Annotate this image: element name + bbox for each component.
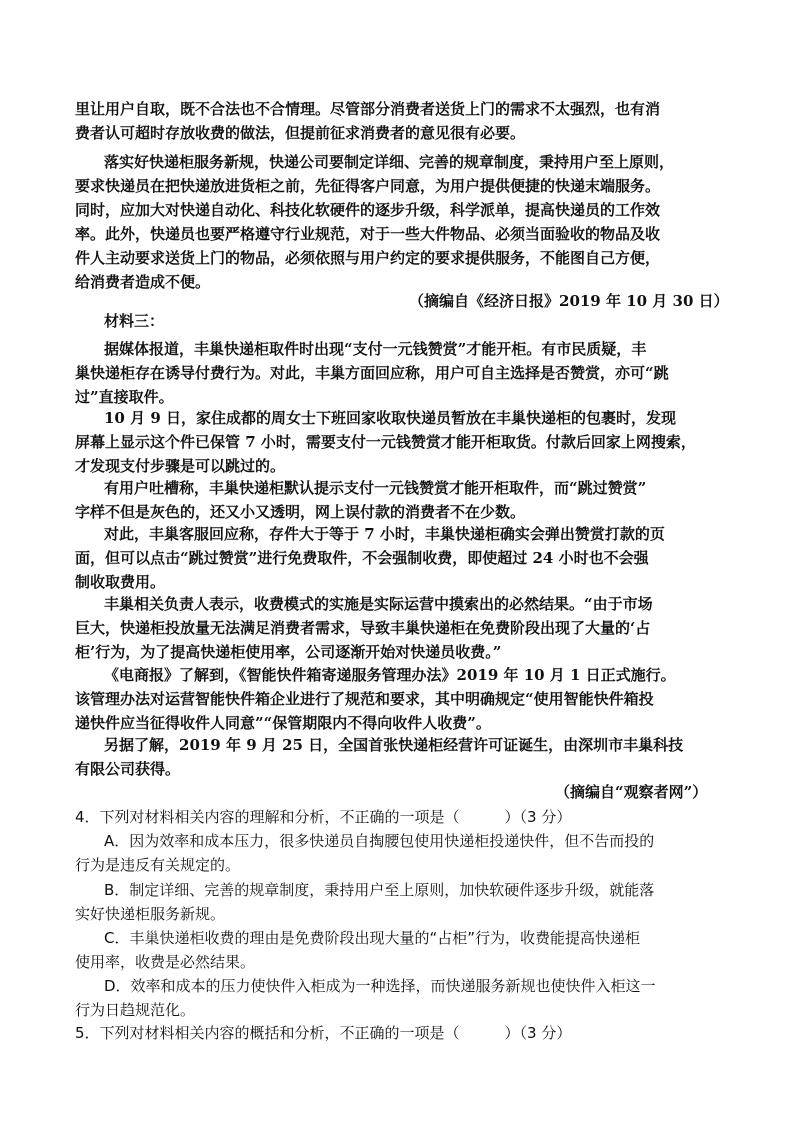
- question-4-stem: 4．下列对材料相关内容的理解和分析，不正确的一项是（ ）（3 分）: [75, 808, 572, 826]
- article-paragraph-line: 另据了解，2019 年 9 月 25 日，全国首张快递柜经营许可证诞生，由深圳市丰巢科技: [104, 736, 684, 754]
- article-paragraph-line: 制收取费用。: [75, 573, 166, 591]
- article-paragraph-line: 过”直接取件。: [75, 388, 174, 406]
- source-citation: （摘编自“观察者网”）: [555, 783, 708, 801]
- article-paragraph-line: 丰巢相关负责人表示，收费模式的实施是实际运营中摸索出的必然结果。“由于市场: [104, 595, 653, 613]
- article-paragraph-line: 10 月 9 日，家住成都的周女士下班回家收取快递员暂放在丰巢快递柜的包裹时，发现: [104, 409, 676, 427]
- question-4-option-d-cont: 行为日趋规范化。: [75, 1001, 196, 1019]
- article-paragraph-line: 对此，丰巢客服回应称，存件大于等于 7 小时，丰巢快递柜确实会弹出赞赏打款的页: [104, 525, 665, 543]
- question-4-option-c: C．丰巢快递柜收费的理由是免费阶段出现大量的“占柜”行为，收费能提高快递柜: [104, 929, 641, 947]
- article-paragraph-line: 递快件应当征得收件人同意”“保管期限内不得向收件人收费”。: [75, 714, 491, 732]
- article-paragraph-line: 里让用户自取，既不合法也不合情理。尽管部分消费者送货上门的需求不太强烈，也有消: [75, 100, 661, 118]
- article-paragraph-line: 《电商报》了解到，《智能快件箱寄递服务管理办法》2019 年 10 月 1 日正式施行。: [104, 666, 676, 684]
- article-paragraph-line: 面，但可以点击“跳过赞赏”进行免费取件，不会强制收费，即使超过 24 小时也不会强: [75, 549, 649, 567]
- article-paragraph-line: 巢快递柜存在诱导付费行为。对此，丰巢方面回应称，用户可自主选择是否赞赏，亦可“跳: [75, 364, 669, 382]
- question-5-stem: 5．下列对材料相关内容的概括和分析，不正确的一项是（ ）（3 分）: [75, 1024, 572, 1042]
- article-paragraph-line: 字样不但是灰色的，还又小又透明，网上误付款的消费者不在少数。: [75, 503, 526, 521]
- article-paragraph-line: 有用户吐槽称，丰巢快递柜默认提示支付一元钱赞赏才能开柜取件，而“跳过赞赏”: [104, 479, 647, 497]
- source-citation: （摘编自《经济日报》2019 年 10 月 30 日）: [409, 292, 729, 310]
- article-paragraph-line: 费者认可超时存放收费的做法，但提前征求消费者的意见很有必要。: [75, 124, 526, 142]
- article-paragraph-line: 率。此外，快递员也要严格遵守行业规范，对于一些大件物品、必须当面验收的物品及收: [75, 225, 661, 243]
- question-4-option-a: A．因为效率和成本压力，很多快递员自掏腰包使用快递柜投递快件，但不告而投的: [104, 832, 655, 850]
- article-paragraph-line: 落实好快递柜服务新规，快递公司要制定详细、完善的规章制度，秉持用户至上原则，: [104, 153, 675, 171]
- article-paragraph-line: 要求快递员在把快递放进货柜之前，先征得客户同意，为用户提供便捷的快递末端服务。: [75, 177, 661, 195]
- material-heading: 材料三：: [104, 312, 165, 330]
- article-paragraph-line: 给消费者造成不便。: [75, 273, 211, 291]
- question-4-option-a-cont: 行为是违反有关规定的。: [75, 856, 241, 874]
- article-paragraph-line: 有限公司获得。: [75, 760, 181, 778]
- article-paragraph-line: 同时，应加大对快递自动化、科技化软硬件的逐步升级，科学派单，提高快递员的工作效: [75, 201, 661, 219]
- article-paragraph-line: 该管理办法对运营智能快件箱企业进行了规范和要求，其中明确规定“使用智能快件箱投: [75, 690, 654, 708]
- question-4-option-d: D．效率和成本的压力使快件入柜成为一种选择，而快递服务新规也使快件入柜这一: [104, 977, 656, 995]
- question-4-option-c-cont: 使用率，收费是必然结果。: [75, 953, 256, 971]
- article-paragraph-line: 据媒体报道，丰巢快递柜取件时出现“支付一元钱赞赏”才能开柜。有市民质疑，丰: [104, 340, 647, 358]
- article-paragraph-line: 柜’行为，为了提高快递柜使用率，公司逐渐开始对快递员收费。”: [75, 643, 502, 661]
- question-4-option-b: B．制定详细、完善的规章制度，秉持用户至上原则，加快软硬件逐步升级，就能落: [104, 881, 655, 899]
- article-paragraph-line: 巨大，快递柜投放量无法满足消费者需求，导致丰巢快递柜在免费阶段出现了大量的‘占: [75, 619, 651, 637]
- article-paragraph-line: 屏幕上显示这个件已保管 7 小时，需要支付一元钱赞赏才能开柜取货。付款后回家上网搜索，: [75, 433, 696, 451]
- article-paragraph-line: 才发现支付步骤是可以跳过的。: [75, 457, 286, 475]
- article-paragraph-line: 件人主动要求送货上门的物品，必须依照与用户约定的要求提供服务，不能图自己方便，: [75, 249, 661, 267]
- question-4-option-b-cont: 实好快递柜服务新规。: [75, 905, 226, 923]
